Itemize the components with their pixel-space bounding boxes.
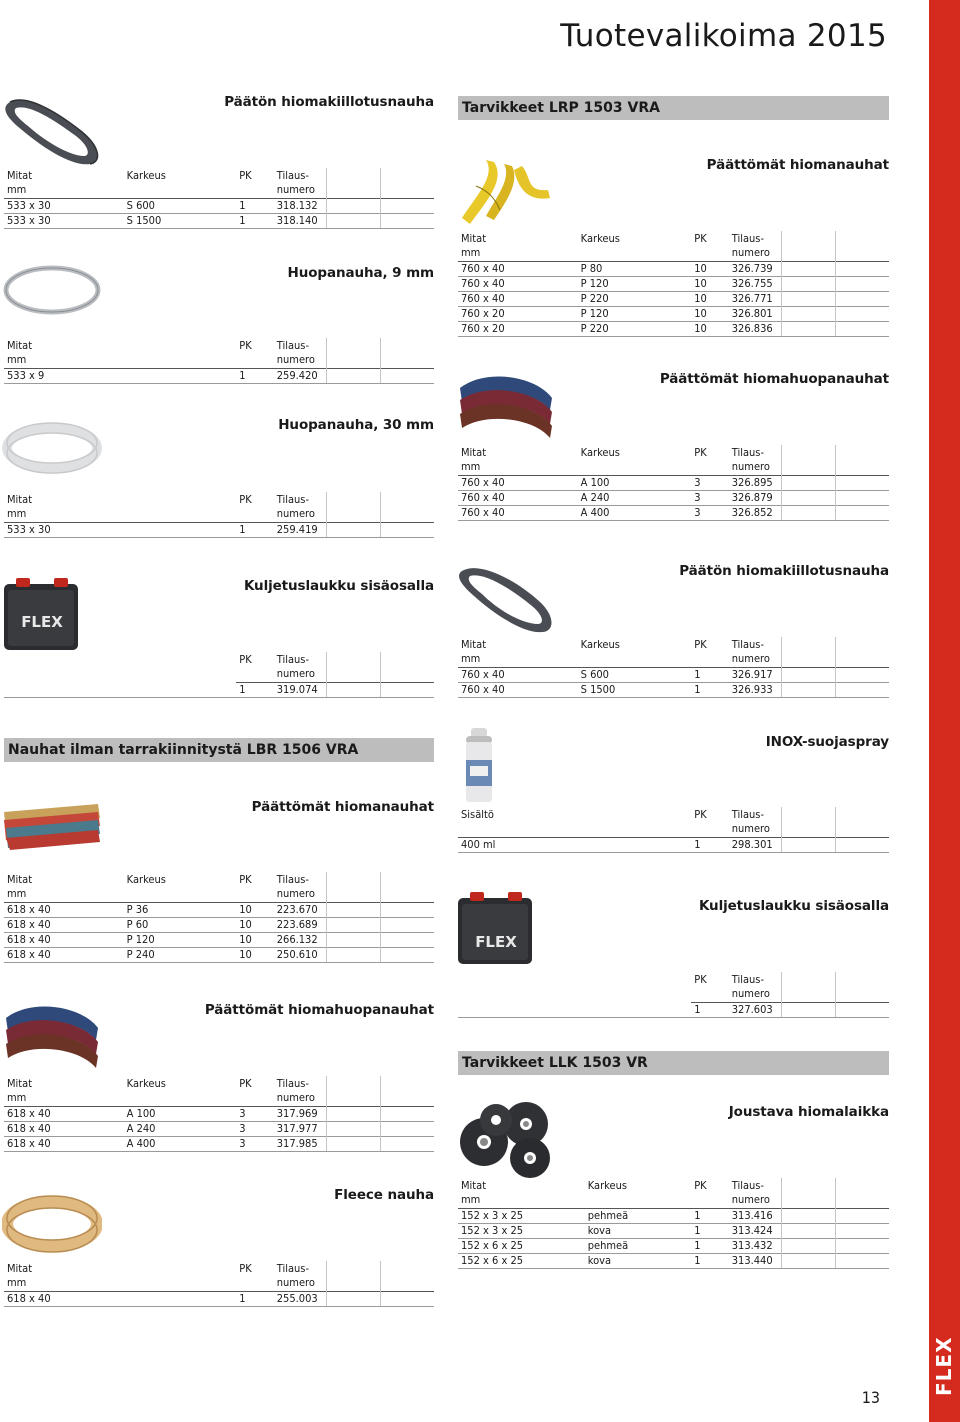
product-table: Mitat Karkeus PK Tilaus- mm numero 618 x 40 P 36 10 223.670 618 x 40 P 60 10 223.689 618 x 40 P 120 10 266.132 618 x 40 P 240 10 250.610 — [4, 872, 434, 963]
section-title: Päätön hiomakiillotusnauha — [224, 94, 434, 110]
section-header-lrp: Tarvikkeet LRP 1503 VRA — [458, 96, 889, 120]
table-row: 760 x 40 S 600 1 326.917 — [458, 667, 889, 682]
product-table: Mitat PK Tilaus- mm numero 533 x 30 1 259.419 — [4, 492, 434, 538]
fleece-band-image — [2, 1186, 102, 1256]
section-title: Huopanauha, 9 mm — [287, 265, 434, 281]
table-row: 618 x 40 P 60 10 223.689 — [4, 917, 434, 932]
yellow-sanding-belts-image — [456, 156, 556, 230]
table-row: 400 ml 1 298.301 — [458, 837, 889, 852]
table-row: 760 x 40 P 120 10 326.755 — [458, 276, 889, 291]
table-row: 760 x 20 P 120 10 326.801 — [458, 306, 889, 321]
table-row: 618 x 40 P 120 10 266.132 — [4, 932, 434, 947]
table-row: 618 x 40 1 255.003 — [4, 1291, 434, 1306]
section-title: Fleece nauha — [334, 1187, 434, 1203]
table-row: 760 x 40 S 1500 1 326.933 — [458, 682, 889, 697]
section-title: Joustava hiomalaikka — [728, 1104, 889, 1120]
section-header-llk: Tarvikkeet LLK 1503 VR — [458, 1051, 889, 1075]
table-row: 1 327.603 — [458, 1002, 889, 1017]
spray-can-image — [462, 728, 496, 804]
table-row: 760 x 20 P 220 10 326.836 — [458, 321, 889, 336]
table-row: 533 x 30 1 259.419 — [4, 522, 434, 537]
product-table: Mitat Karkeus PK Tilaus- mm numero 760 x 40 S 600 1 326.917 760 x 40 S 1500 1 326.933 — [458, 637, 889, 698]
polishing-belt-image — [2, 92, 102, 170]
section-title: Kuljetuslaukku sisäosalla — [698, 898, 889, 914]
section-title: Päättömät hiomanauhat — [706, 157, 889, 173]
page-number: 13 — [861, 1388, 880, 1407]
table-row: 618 x 40 P 240 10 250.610 — [4, 947, 434, 962]
table-row: 618 x 40 A 100 3 317.969 — [4, 1106, 434, 1121]
section-title: Päättömät hiomahuopanauhat — [204, 1002, 434, 1018]
table-row: 760 x 40 P 220 10 326.771 — [458, 291, 889, 306]
product-table: Mitat Karkeus PK Tilaus- mm numero 152 x 3 x 25 pehmeä 1 313.416 152 x 3 x 25 kova 1 313.424 152 x 6 x 25 pehmeä 1 313.432 152 x 6 x 25 kova 1 313.440 — [458, 1178, 889, 1269]
table-row: 152 x 3 x 25 kova 1 313.424 — [458, 1223, 889, 1238]
sanding-belts-image — [2, 798, 102, 852]
section-title: INOX-suojaspray — [765, 734, 889, 750]
table-row: 152 x 3 x 25 pehmeä 1 313.416 — [458, 1208, 889, 1223]
product-table: Sisältö PK Tilaus- numero 400 ml 1 298.301 — [458, 807, 889, 853]
felt-sanding-belts-image — [2, 1000, 102, 1074]
table-row: 760 x 40 A 100 3 326.895 — [458, 475, 889, 490]
table-row: 760 x 40 A 400 3 326.852 — [458, 505, 889, 520]
product-table: Mitat Karkeus PK Tilaus- mm numero 533 x 30 S 600 1 318.132 533 x 30 S 1500 1 318.140 — [4, 168, 434, 229]
table-row: 618 x 40 A 240 3 317.977 — [4, 1121, 434, 1136]
section-title: Kuljetuslaukku sisäosalla — [243, 578, 434, 594]
section-title: Päättömät hiomanauhat — [251, 799, 434, 815]
section-title: Päätön hiomakiillotusnauha — [679, 563, 889, 579]
flexible-grinding-disc-image — [456, 1100, 556, 1180]
product-table: Mitat PK Tilaus- mm numero 618 x 40 1 255.003 — [4, 1261, 434, 1307]
section-title: Huopanauha, 30 mm — [278, 417, 434, 433]
product-table: Mitat PK Tilaus- mm numero 533 x 9 1 259.420 — [4, 338, 434, 384]
page-title: Tuotevalikoima 2015 — [560, 18, 887, 54]
table-row: 760 x 40 P 80 10 326.739 — [458, 261, 889, 276]
product-table: PK Tilaus- numero 1 319.074 — [4, 652, 434, 698]
table-row: 760 x 40 A 240 3 326.879 — [458, 490, 889, 505]
section-header-lbr: Nauhat ilman tarrakiinnitystä LBR 1506 VRA — [4, 738, 434, 762]
section-r4 — [458, 731, 889, 761]
carrying-case-image — [2, 576, 82, 652]
table-row: 533 x 30 S 600 1 318.132 — [4, 198, 434, 213]
product-table: PK Tilaus- numero 1 327.603 — [458, 972, 889, 1018]
product-table: Mitat Karkeus PK Tilaus- mm numero 618 x 40 A 100 3 317.969 618 x 40 A 240 3 317.977 618 x 40 A 400 3 317.985 — [4, 1076, 434, 1152]
table-row: 152 x 6 x 25 pehmeä 1 313.432 — [458, 1238, 889, 1253]
table-row: 152 x 6 x 25 kova 1 313.440 — [458, 1253, 889, 1268]
felt-sanding-belts-image — [456, 370, 556, 444]
table-row: 618 x 40 P 36 10 223.670 — [4, 902, 434, 917]
svg-text:FLEX: FLEX — [475, 933, 517, 951]
brand-logo: FLEX — [932, 1336, 956, 1396]
product-table: Mitat Karkeus PK Tilaus- mm numero 760 x 40 A 100 3 326.895 760 x 40 A 240 3 326.879 760 x 40 A 400 3 326.852 — [458, 445, 889, 521]
carrying-case-image — [456, 890, 536, 966]
product-table: Mitat Karkeus PK Tilaus- mm numero 760 x 40 P 80 10 326.739 760 x 40 P 120 10 326.755 760 x 40 P 220 10 326.771 760 x 20 P 120 10 326.801 760 x 20 P 220 10 326.836 — [458, 231, 889, 337]
table-row: 1 319.074 — [4, 682, 434, 697]
svg-text:FLEX: FLEX — [21, 613, 63, 631]
felt-band-9mm-image — [2, 262, 102, 318]
table-row: 533 x 30 S 1500 1 318.140 — [4, 213, 434, 228]
brand-sidebar — [929, 0, 960, 1422]
felt-band-30mm-image — [2, 414, 102, 476]
polishing-belt-image — [456, 562, 556, 636]
table-row: 618 x 40 A 400 3 317.985 — [4, 1136, 434, 1151]
table-row: 533 x 9 1 259.420 — [4, 368, 434, 383]
section-title: Päättömät hiomahuopanauhat — [659, 371, 889, 387]
